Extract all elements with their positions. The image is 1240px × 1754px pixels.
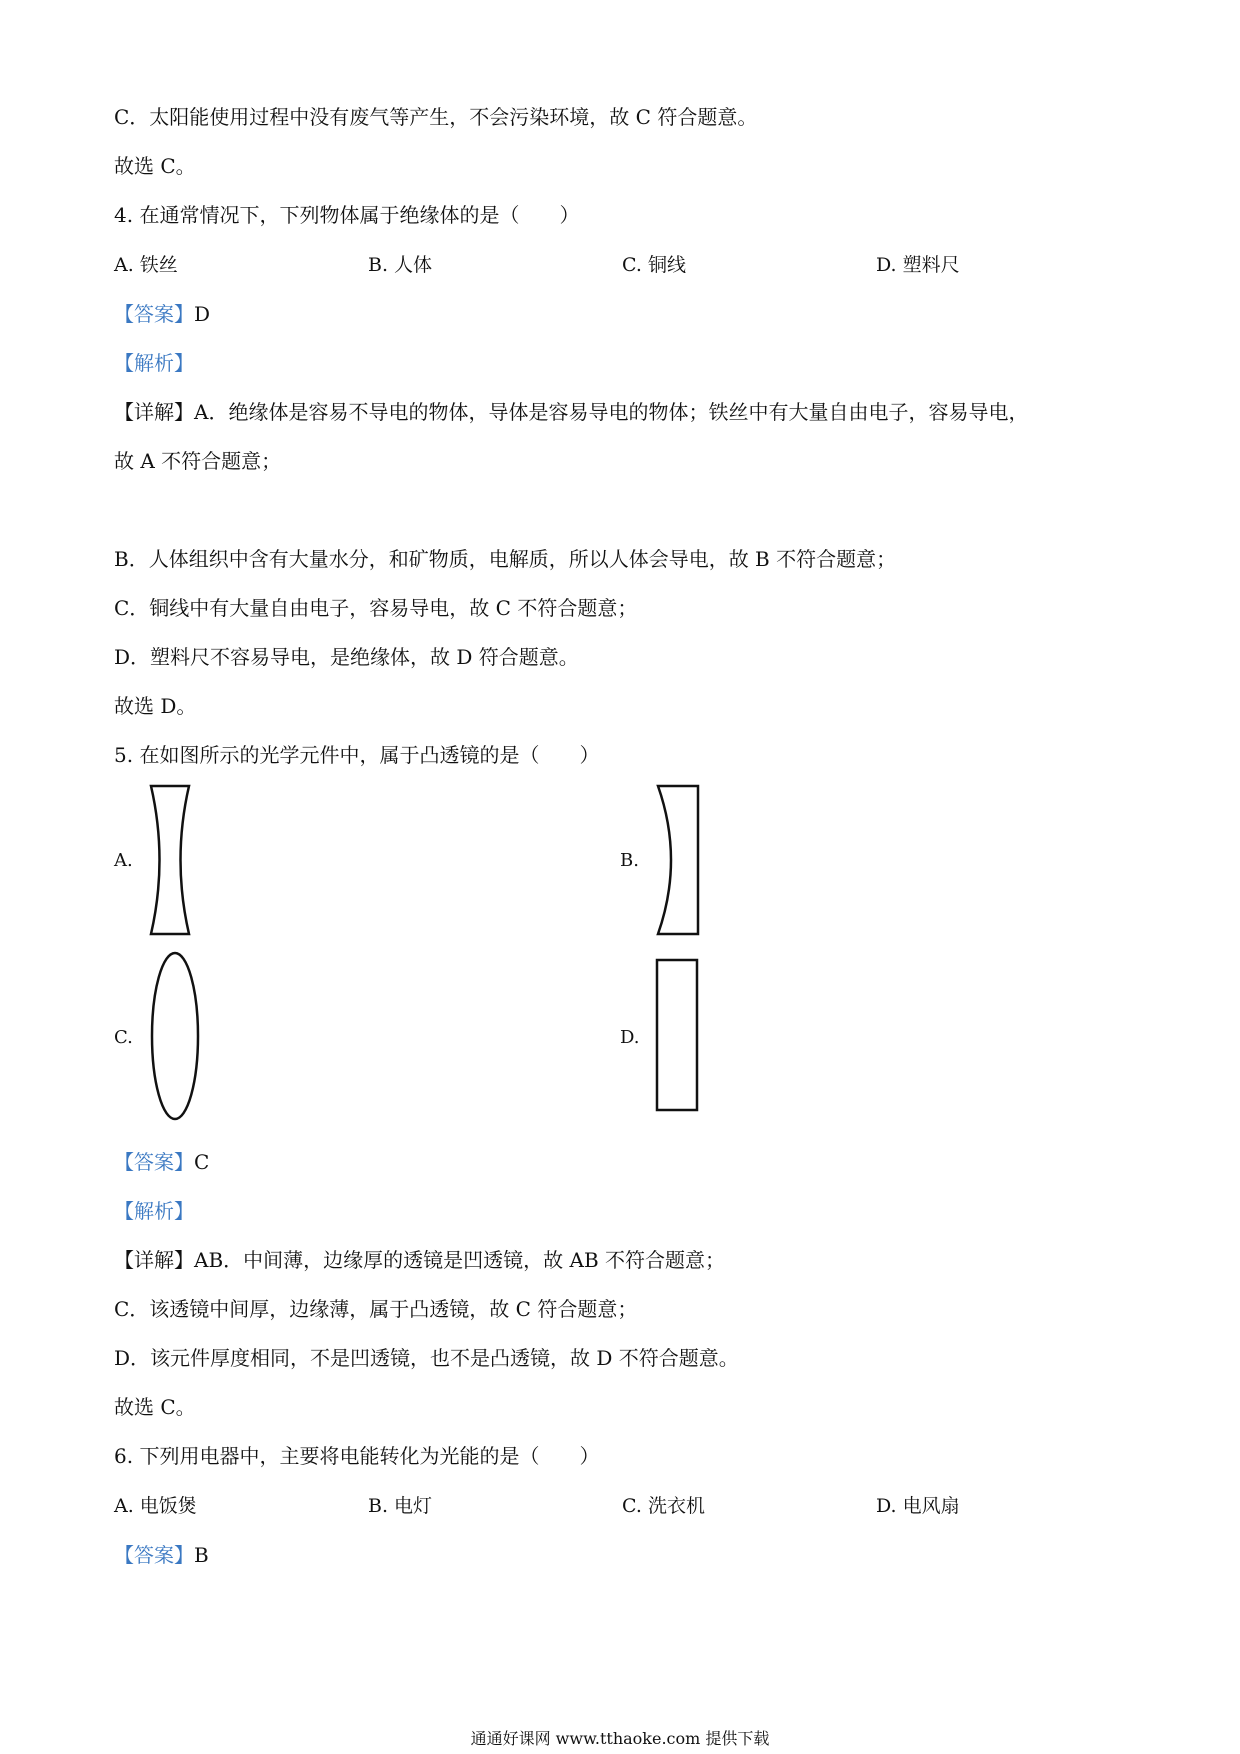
q5-analysis-tag [114, 1197, 194, 1225]
analysis-tag: 【解析】 [114, 351, 194, 375]
q5-option-d-label: D. [620, 1027, 640, 1048]
q4-option-d: D. 塑料尺 [876, 254, 960, 276]
q4-option-c: C. 铜线 [622, 254, 686, 276]
q4-detail-d: D．塑料尺不容易导电，是绝缘体，故 D 符合题意。 [114, 645, 579, 669]
concave-lens-b-figure [652, 784, 702, 936]
q4-stem: 4. 在通常情况下，下列物体属于绝缘体的是（ ） [114, 203, 580, 227]
q6-stem: 6. 下列用电器中，主要将电能转化为光能的是（ ） [114, 1444, 600, 1468]
analysis-tag: 【解析】 [114, 1199, 194, 1223]
q4-detail-b: B．人体组织中含有大量水分，和矿物质，电解质，所以人体会导电，故 B 不符合题意； [114, 547, 897, 571]
q6-option-d: D. 电风扇 [876, 1495, 960, 1517]
answer-tag: 【答案】 [114, 302, 194, 326]
detail-tag: 【详解】 [114, 1248, 194, 1272]
q4-detail-a-text: A．绝缘体是容易不导电的物体，导体是容易导电的物体；铁丝中有大量自由电子，容易导电， [194, 400, 1029, 424]
q5-answer [114, 1148, 209, 1176]
q6-option-b: B. 电灯 [368, 1495, 433, 1517]
q3-choice: 故选 C。 [114, 154, 196, 178]
q4-answer [114, 300, 210, 328]
convex-lens-c-figure [148, 950, 202, 1122]
q4-detail-a-line1 [114, 398, 1028, 426]
q6-answer [114, 1541, 209, 1569]
q4-choice: 故选 D。 [114, 694, 197, 718]
q4-analysis-tag [114, 349, 194, 377]
q5-option-b-label: B. [620, 850, 639, 871]
q4-answer-value: D [194, 302, 211, 326]
answer-tag: 【答案】 [114, 1150, 194, 1174]
q6-option-a: A. 电饭煲 [114, 1495, 197, 1517]
q5-answer-value: C [194, 1150, 210, 1174]
detail-tag: 【详解】 [114, 400, 194, 424]
q4-detail-a-line2: 故 A 不符合题意； [114, 449, 282, 473]
answer-tag: 【答案】 [114, 1543, 194, 1567]
q4-option-a: A. 铁丝 [114, 254, 178, 276]
q6-option-c: C. 洗衣机 [622, 1495, 705, 1517]
page-footer: 通通好课网 www.tthaoke.com 提供下载 [470, 1729, 770, 1748]
q5-detail-c: C．该透镜中间厚，边缘薄，属于凸透镜，故 C 符合题意； [114, 1297, 638, 1321]
q5-stem: 5. 在如图所示的光学元件中，属于凸透镜的是（ ） [114, 743, 600, 767]
concave-lens-a-figure [140, 784, 204, 936]
q5-option-a-label: A. [114, 850, 133, 871]
q5-choice: 故选 C。 [114, 1395, 196, 1419]
q6-answer-value: B [194, 1543, 209, 1567]
q5-option-c-label: C. [114, 1027, 133, 1048]
q3-option-c-explanation: C．太阳能使用过程中没有废气等产生，不会污染环境，故 C 符合题意。 [114, 105, 758, 129]
q4-detail-c: C．铜线中有大量自由电子，容易导电，故 C 不符合题意； [114, 596, 638, 620]
q5-detail-ab [114, 1246, 725, 1274]
q5-detail-ab-text: AB．中间薄，边缘厚的透镜是凹透镜，故 AB 不符合题意； [194, 1248, 725, 1272]
q5-detail-d: D．该元件厚度相同，不是凹透镜，也不是凸透镜，故 D 不符合题意。 [114, 1346, 739, 1370]
q4-option-b: B. 人体 [368, 254, 433, 276]
flat-glass-d-figure [655, 958, 701, 1114]
